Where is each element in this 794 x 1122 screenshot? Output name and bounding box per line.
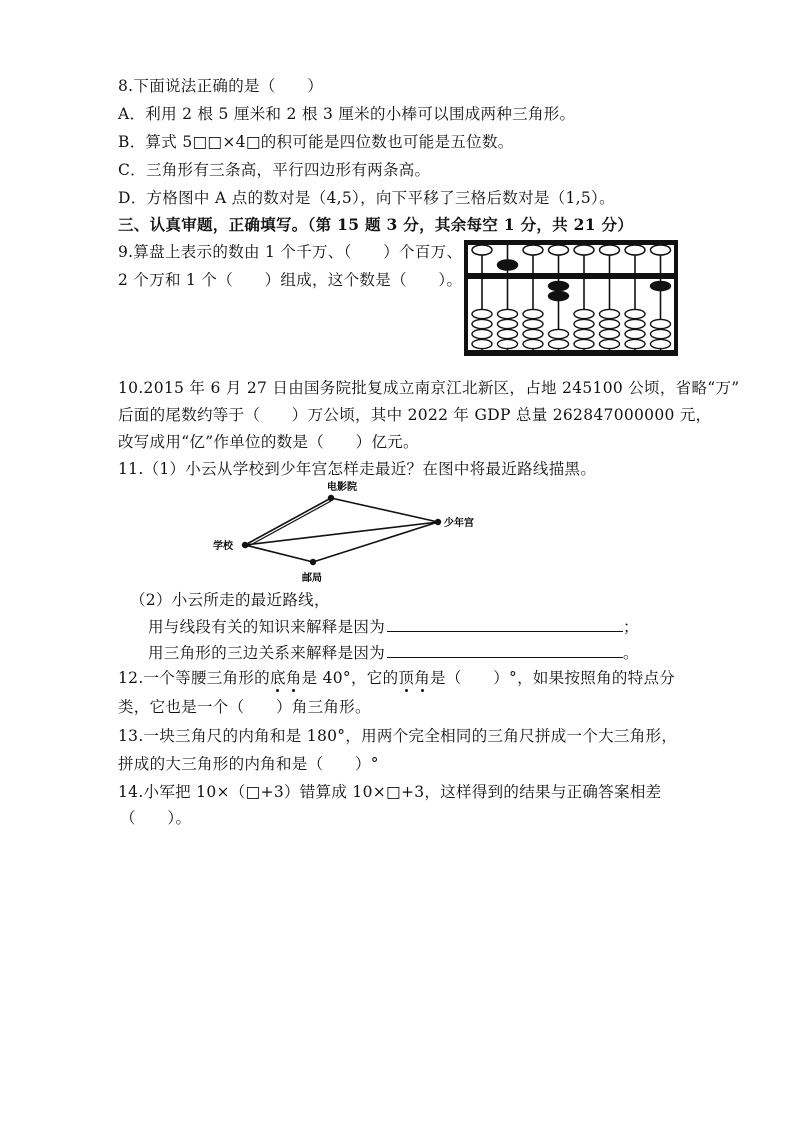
abacus-figure [462, 238, 680, 358]
q8-option-c: C．三角形有三条高，平行四边形有两条高。 [118, 161, 431, 179]
abacus-lower-bead [549, 291, 569, 300]
abacus-lower-bead [574, 309, 594, 318]
abacus-lower-bead [549, 329, 569, 338]
q11-reason1 [148, 617, 639, 637]
cinema-label: 电影院 [327, 482, 357, 493]
abacus-lower-bead [498, 329, 518, 338]
abacus-lower-bead [600, 329, 620, 338]
abacus-lower-bead [651, 339, 671, 348]
abacus-lower-bead [549, 281, 569, 290]
q11-part2: （2）小云所走的最近路线， [130, 591, 330, 609]
route-cinema-palace [331, 498, 438, 522]
abacus-upper-bead [549, 245, 569, 255]
q11-reason2-text: 用三角形的三边关系来解释是因为 [148, 644, 386, 662]
abacus-top-frame [464, 240, 678, 245]
abacus-beam [464, 273, 678, 279]
abacus-lower-bead [523, 319, 543, 328]
q12-emphasis-angle1: 角 [285, 669, 302, 687]
q12-emphasis-base: 底 [269, 669, 286, 687]
q10-line1: 10.2015 年 6 月 27 日由国务院批复成立南京江北新区，占地 245100 公顷，省略“万” [118, 379, 740, 397]
q8-option-b: B．算式 5□□×4□的积可能是四位数也可能是五位数。 [118, 133, 514, 151]
q12-line2: 类，它也是一个（ ）角三角形。 [118, 698, 371, 716]
abacus-lower-bead [498, 339, 518, 348]
abacus-lower-bead [651, 319, 671, 328]
abacus-lower-bead [574, 339, 594, 348]
q13-line2: 拼成的大三角形的内角和是（ ）° [118, 755, 379, 773]
route-post-palace [313, 522, 438, 562]
abacus-lower-bead [574, 329, 594, 338]
abacus-lower-bead [498, 309, 518, 318]
q12-line1 [118, 668, 675, 688]
route-school-cinema-2 [245, 501, 331, 548]
abacus-right-frame [674, 240, 678, 356]
abacus-lower-bead [625, 319, 645, 328]
route-school-cinema [245, 498, 331, 545]
abacus-lower-bead [651, 281, 671, 290]
abacus-upper-bead [651, 245, 671, 255]
q11-reason1-answer-blank[interactable] [387, 617, 623, 632]
q9-line2: 2 个万和 1 个（ ）组成，这个数是（ ）。 [118, 271, 463, 289]
q10-line2: 后面的尾数约等于（ ）万公顷，其中 2022 年 GDP 总量 262847000000 元， [118, 406, 712, 424]
q14-line1: 14.小军把 10×（□+3）错算成 10×□+3，这样得到的结果与正确答案相差 [118, 783, 662, 801]
abacus-upper-bead [625, 245, 645, 255]
post-office-point [310, 559, 316, 565]
q12-emphasis-angle2: 角 [414, 669, 431, 687]
abacus-lower-bead [472, 319, 492, 328]
abacus-lower-bead [523, 309, 543, 318]
q8-title: 8.下面说法正确的是（ ） [118, 77, 323, 95]
abacus-lower-bead [651, 329, 671, 338]
abacus-lower-bead [600, 309, 620, 318]
q10-line3: 改写成用“亿”作单位的数是（ ）亿元。 [118, 433, 419, 451]
abacus-upper-bead [498, 260, 518, 270]
abacus-left-frame [464, 240, 468, 356]
route-school-palace-direct [245, 522, 438, 545]
cinema-point [328, 495, 334, 501]
q12-text-a: 12.一个等腰三角形的 [118, 669, 270, 687]
abacus-beads [472, 243, 671, 352]
route-map [200, 478, 500, 588]
q9-line1: 9.算盘上表示的数由 1 个千万、（ ）个百万、 [118, 243, 463, 261]
post-office-label: 邮局 [302, 573, 322, 584]
q8-option-d: D．方格图中 A 点的数对是（4,5），向下平移了三格后数对是（1,5）。 [118, 189, 615, 207]
q12-text-g: 是（ ）°，如果按照角的特点分 [430, 669, 676, 687]
q11-reason2-answer-blank[interactable] [387, 643, 623, 658]
abacus-lower-bead [600, 339, 620, 348]
abacus-lower-bead [625, 339, 645, 348]
q11-reason1-end: ； [623, 618, 639, 636]
abacus-upper-bead [472, 245, 492, 255]
section3-heading: 三、认真审题，正确填写。（第 15 题 3 分，其余每空 1 分，共 21 分） [118, 215, 634, 234]
abacus-lower-bead [549, 339, 569, 348]
abacus-lower-bead [523, 329, 543, 338]
q13-line1: 13.一块三角尺的内角和是 180°，用两个完全相同的三角尺拼成一个大三角形， [118, 727, 678, 745]
abacus-lower-bead [600, 319, 620, 328]
q14-line2: （ ）。 [120, 809, 192, 827]
q8-option-a: A．利用 2 根 5 厘米和 2 根 3 厘米的小棒可以围成两种三角形。 [118, 105, 576, 123]
q11-reason1-text: 用与线段有关的知识来解释是因为 [148, 618, 386, 636]
abacus-lower-bead [574, 319, 594, 328]
abacus-lower-bead [523, 339, 543, 348]
q11-reason2 [148, 643, 639, 663]
abacus-upper-bead [574, 245, 594, 255]
abacus-lower-bead [625, 309, 645, 318]
abacus-bottom-frame [464, 350, 678, 356]
school-label: 学校 [213, 541, 233, 552]
q12-text-d: 是 40°，它的 [301, 669, 399, 687]
route-school-post [245, 545, 313, 562]
abacus-upper-bead [600, 245, 620, 255]
q12-emphasis-apex: 顶 [398, 669, 415, 687]
q11-part1: 11.（1）小云从学校到少年宫怎样走最近？在图中将最近路线描黑。 [118, 460, 597, 478]
school-point [242, 542, 248, 548]
abacus-upper-bead [523, 245, 543, 255]
abacus-lower-bead [472, 329, 492, 338]
abacus-lower-bead [625, 329, 645, 338]
abacus-lower-bead [472, 309, 492, 318]
youth-palace-label: 少年宫 [444, 518, 474, 529]
q11-reason2-end: 。 [623, 644, 639, 662]
youth-palace-point [435, 519, 441, 525]
abacus-lower-bead [472, 339, 492, 348]
abacus-lower-bead [498, 319, 518, 328]
